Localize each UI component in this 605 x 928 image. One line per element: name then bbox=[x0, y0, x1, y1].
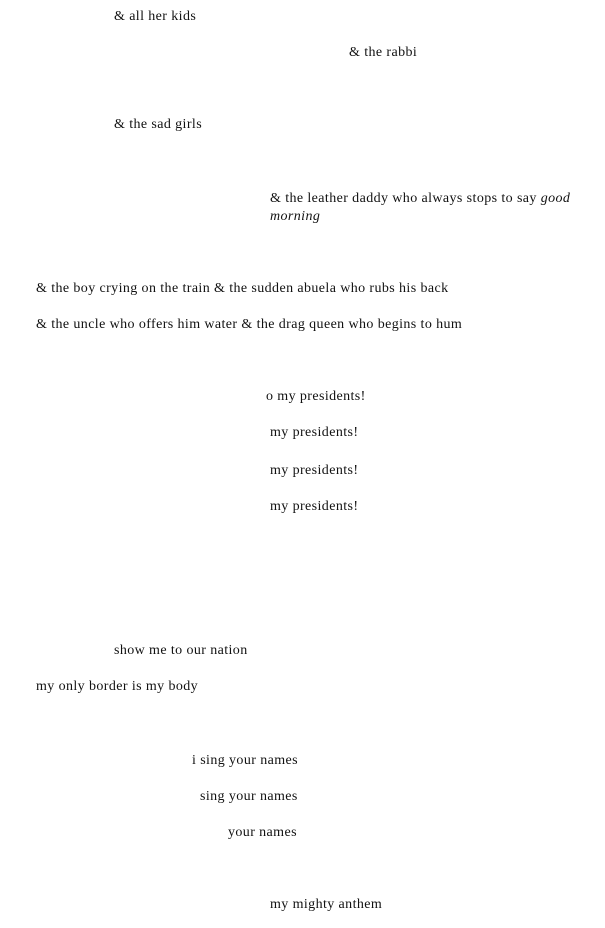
poem-line: & all her kids bbox=[114, 9, 197, 24]
poem-line-text: & the leather daddy who always stops to say bbox=[270, 191, 541, 206]
poem-line: my mighty anthem bbox=[270, 897, 383, 912]
poem-line: i sing your names bbox=[192, 753, 298, 768]
poem-line: & the rabbi bbox=[349, 45, 418, 60]
poem-line: my presidents! bbox=[270, 425, 359, 440]
poem-line: & the boy crying on the train & the sudden abuela who rubs his back bbox=[36, 281, 449, 296]
poem-line: sing your names bbox=[200, 789, 298, 804]
poem-line bbox=[270, 190, 570, 208]
poem-line-italic: morning bbox=[270, 209, 321, 224]
poem-line-italic: good bbox=[540, 191, 571, 206]
poem-line: my only border is my body bbox=[36, 679, 199, 694]
poem-line: & the sad girls bbox=[114, 117, 203, 132]
poem-line: my presidents! bbox=[270, 463, 359, 478]
poem-line: o my presidents! bbox=[266, 389, 366, 404]
poem-line: & the uncle who offers him water & the drag queen who begins to hum bbox=[36, 317, 463, 332]
poem-line: show me to our nation bbox=[114, 643, 248, 658]
poem-line: my presidents! bbox=[270, 499, 359, 514]
poem-line: your names bbox=[228, 825, 297, 840]
